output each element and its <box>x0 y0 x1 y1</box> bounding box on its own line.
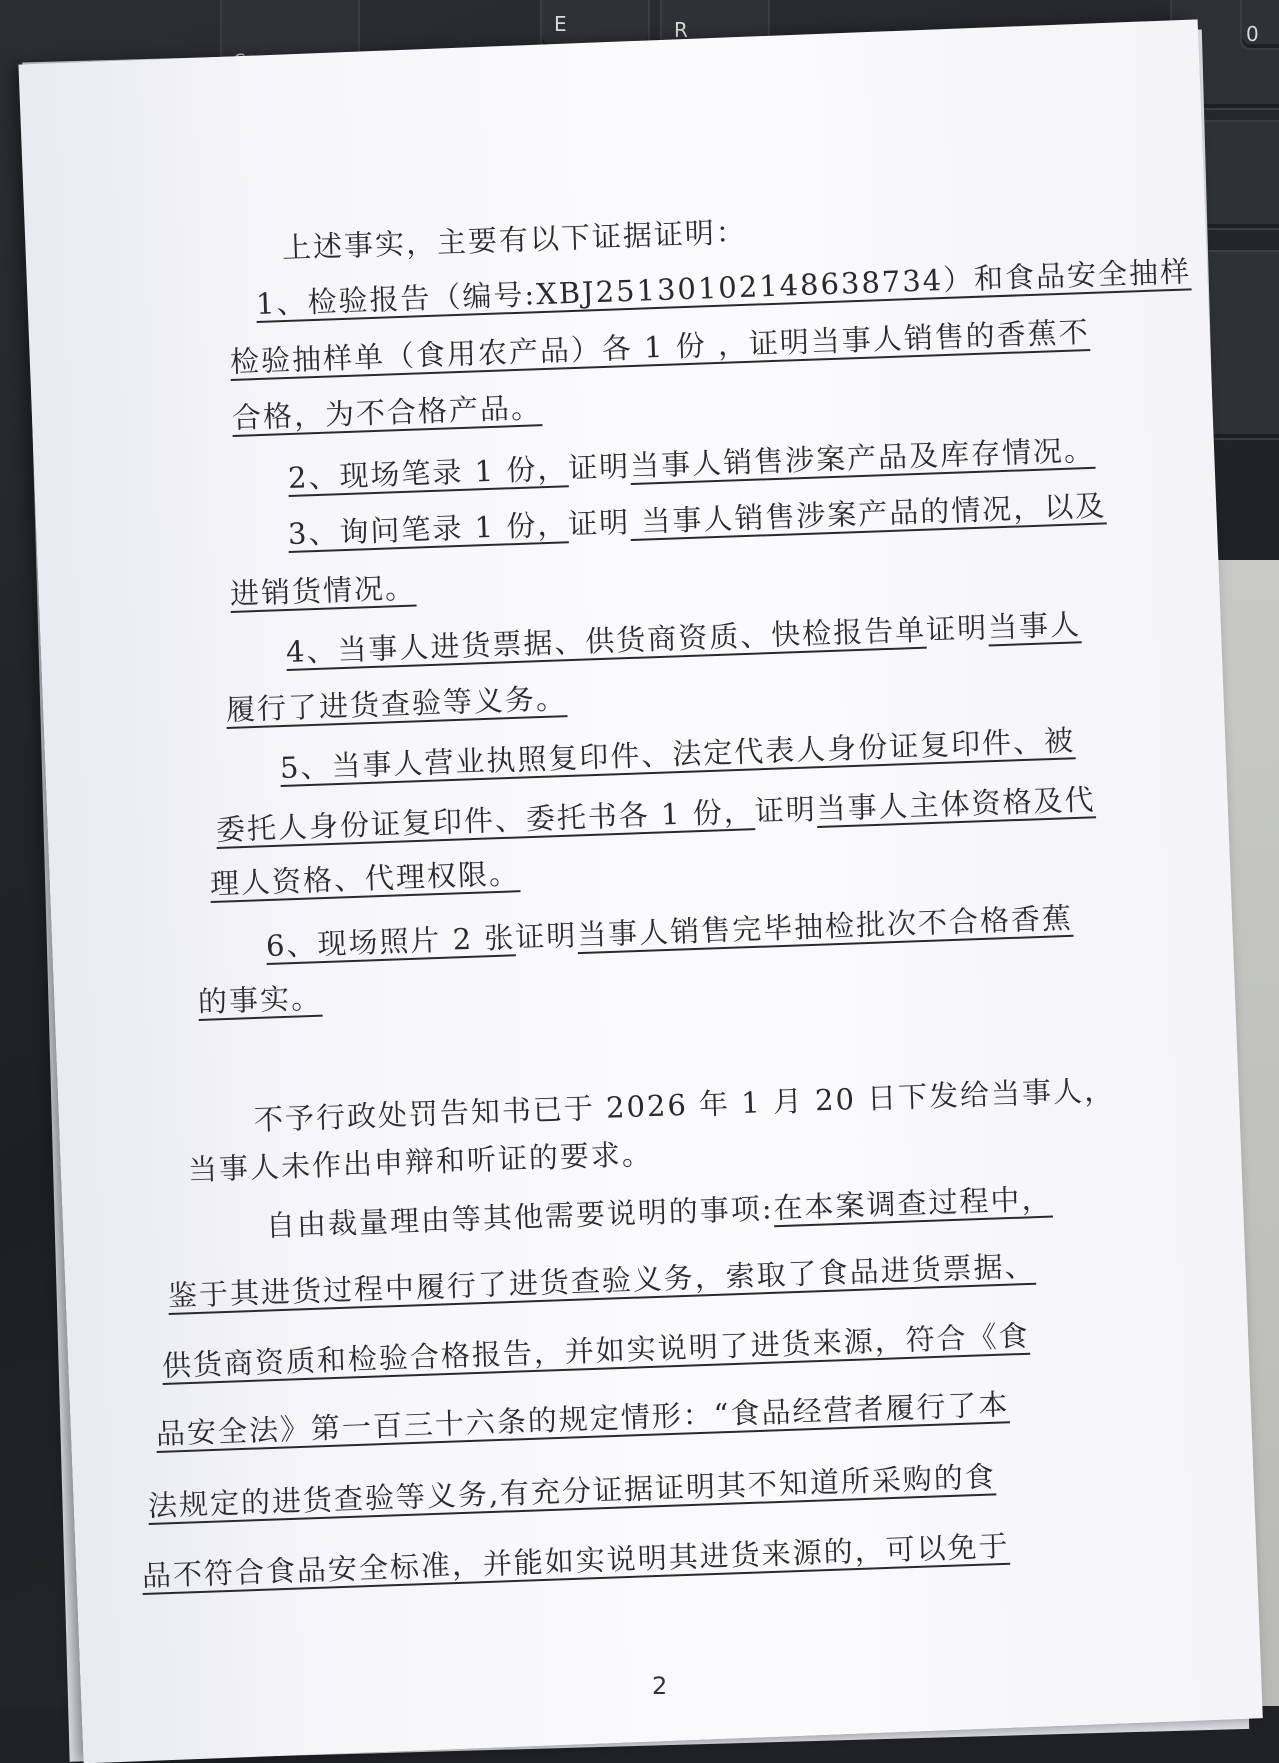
evidence-item-1-line-2 <box>229 310 1090 381</box>
item6-source: 6、现场照片 2 张 <box>265 920 516 963</box>
evidence-item-4-line-2 <box>225 676 567 729</box>
item2-source: 2、现场笔录 1 份， <box>287 451 569 495</box>
notice-text-2: 当事人未作出申辩和听证的要求。 <box>187 1136 654 1187</box>
key-r-label: R <box>674 18 688 42</box>
discretion-text-6: 品不符合食品安全标准，并能如实说明其进货来源的，可以免于 <box>141 1528 1011 1593</box>
evidence-item-5-line-1 <box>279 718 1075 787</box>
notice-line-1 <box>253 1068 1115 1139</box>
discretion-line-2 <box>167 1244 1036 1315</box>
evidence-item-3-line-1 <box>287 483 1107 553</box>
item6-proves: 证明 <box>514 918 578 955</box>
evidence-item-2 <box>287 428 1095 497</box>
item1-text-1: 1、检验报告（编号:XBJ25130102148638734）和食品安全抽样 <box>255 254 1192 321</box>
discretion-text-3: 供货商资质和检验合格报告，并如实说明了进货来源，符合《食 <box>161 1318 1031 1383</box>
evidence-intro <box>281 210 747 267</box>
evidence-item-4-line-1 <box>285 602 1081 671</box>
item3-text-2: 进销货情况。 <box>229 570 417 611</box>
item2-fact: 当事人销售涉案产品及库存情况。 <box>629 432 1096 484</box>
evidence-item-5-line-3 <box>209 851 520 903</box>
evidence-item-6-line-1 <box>265 896 1073 965</box>
notice-line-2 <box>187 1132 653 1189</box>
item5-proves: 证明 <box>754 792 818 829</box>
item5-source: 委托人身份证复印件、委托书各 1 份， <box>215 794 756 847</box>
evidence-item-3-line-2 <box>229 566 416 613</box>
item3-proves: 证明 <box>567 505 631 542</box>
discretion-line-5 <box>147 1454 996 1525</box>
discretion-text-4: 品安全法》第一百三十六条的规定情形：“食品经营者履行了本 <box>155 1387 1010 1451</box>
discretion-start: 在本案调查过程中， <box>772 1181 1053 1226</box>
item3-fact: 当事人销售涉案产品的情况，以及 <box>629 488 1107 540</box>
intro-text: 上述事实，主要有以下证据证明： <box>281 214 748 265</box>
item5-text-3: 理人资格、代理权限。 <box>209 856 521 901</box>
discretion-line-3 <box>161 1314 1030 1385</box>
discretion-heading: 自由裁量理由等其他需要说明的事项: <box>265 1191 775 1243</box>
item6-fact: 当事人销售完毕抽检批次不合格香蕉 <box>576 900 1074 953</box>
notice-text-1: 不予行政处罚告知书已于 2026 年 1 月 20 日下发给当事人， <box>253 1072 1116 1137</box>
item6-text-2: 的事实。 <box>197 980 323 1019</box>
item3-source: 3、询问笔录 1 份， <box>287 507 569 551</box>
discretion-line-4 <box>155 1382 1010 1453</box>
item4-source: 4、当事人进货票据、供货商资质、快检报告单 <box>285 612 927 669</box>
discretion-line-6 <box>141 1524 1010 1595</box>
key-zero-label: 0 <box>1246 22 1259 46</box>
item4-text-2: 履行了进货查验等义务。 <box>225 681 568 727</box>
item1-text-2: 检验抽样单（食用农产品）各 1 份 ，证明当事人销售的香蕉不 <box>229 314 1091 379</box>
discretion-text-5: 法规定的进货查验等义务,有充分证据证明其不知道所采购的食 <box>147 1459 997 1523</box>
item2-proves: 证明 <box>567 449 631 486</box>
discretion-line-1 <box>265 1177 1053 1245</box>
item4-fact: 当事人 <box>987 607 1082 645</box>
item1-text-3: 合格，为不合格产品。 <box>231 390 543 435</box>
evidence-item-1-line-3 <box>231 385 542 437</box>
item5-fact: 当事人主体资格及代 <box>815 782 1097 827</box>
item5-text-1: 5、当事人营业执照复印件、法定代表人身份证复印件、被 <box>279 723 1076 785</box>
evidence-item-5-line-2 <box>215 777 1096 849</box>
discretion-text-2: 鉴于其进货过程中履行了进货查验义务，索取了食品进货票据、 <box>167 1248 1037 1313</box>
item4-proves: 证明 <box>925 610 989 647</box>
key-e-label: E <box>554 12 567 36</box>
evidence-item-6-line-2 <box>197 976 322 1021</box>
page-number: 2 <box>652 1672 668 1700</box>
